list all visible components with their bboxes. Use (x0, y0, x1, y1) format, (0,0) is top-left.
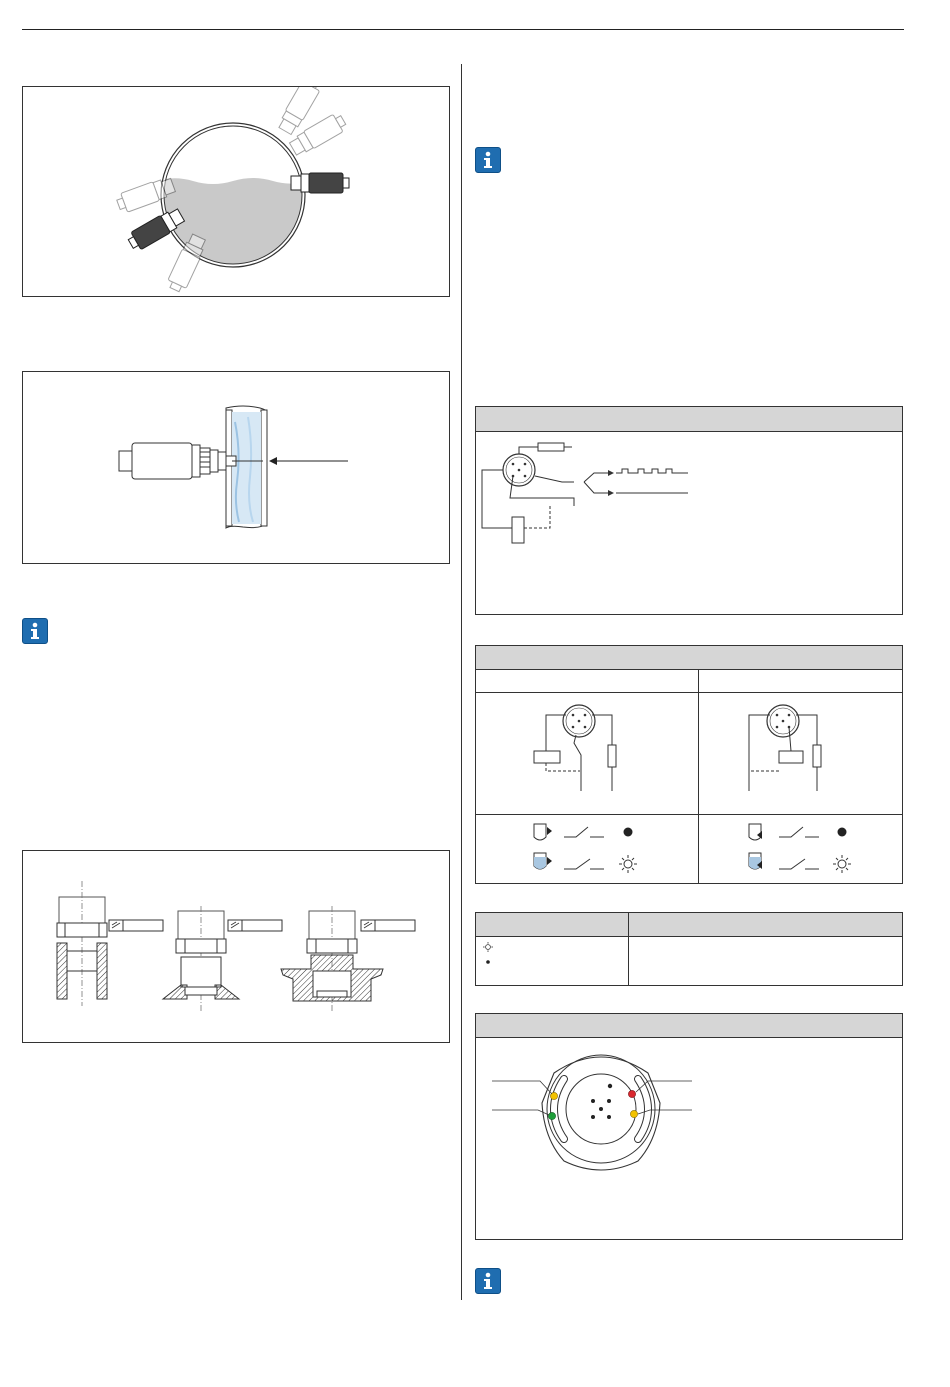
tank-drawing (23, 87, 449, 296)
led-on-icon (483, 942, 493, 952)
figure-tank-mounting (22, 86, 450, 297)
led-red (628, 1090, 635, 1097)
column-divider (628, 913, 629, 985)
info-icon (475, 147, 501, 173)
legend-symbols (482, 941, 502, 971)
wiring-diagram-right (699, 693, 902, 814)
wiring-diagram-left (476, 693, 698, 814)
info-icon (22, 618, 48, 644)
switch-output-table (475, 645, 903, 884)
adapters-drawing (23, 851, 449, 1042)
led-off-icon (624, 828, 633, 837)
led-on-icon (833, 855, 851, 873)
led-on-icon (619, 855, 637, 873)
pipe-drawing (23, 372, 449, 563)
info-icon (475, 1268, 501, 1294)
wiring-table-pulse (475, 406, 903, 615)
wiring-diagram-pulse (476, 432, 902, 612)
column-divider (461, 64, 462, 1300)
led-off-icon (838, 828, 847, 837)
table-header (476, 407, 902, 432)
table-header (476, 646, 902, 670)
connector-led-diagram (476, 1039, 902, 1239)
figure-pipe-mounting (22, 371, 450, 564)
symbol-legend-table (475, 912, 903, 986)
led-off-icon (486, 960, 490, 964)
led-connector-table (475, 1013, 903, 1240)
led-green (548, 1112, 555, 1119)
switching-states-left (476, 815, 698, 883)
figure-weld-in-adapters (22, 850, 450, 1043)
led-yellow-right (630, 1110, 637, 1117)
header-rule (22, 29, 904, 30)
table-header (476, 913, 902, 937)
table-header (476, 1014, 902, 1038)
switching-states-right (699, 815, 902, 883)
